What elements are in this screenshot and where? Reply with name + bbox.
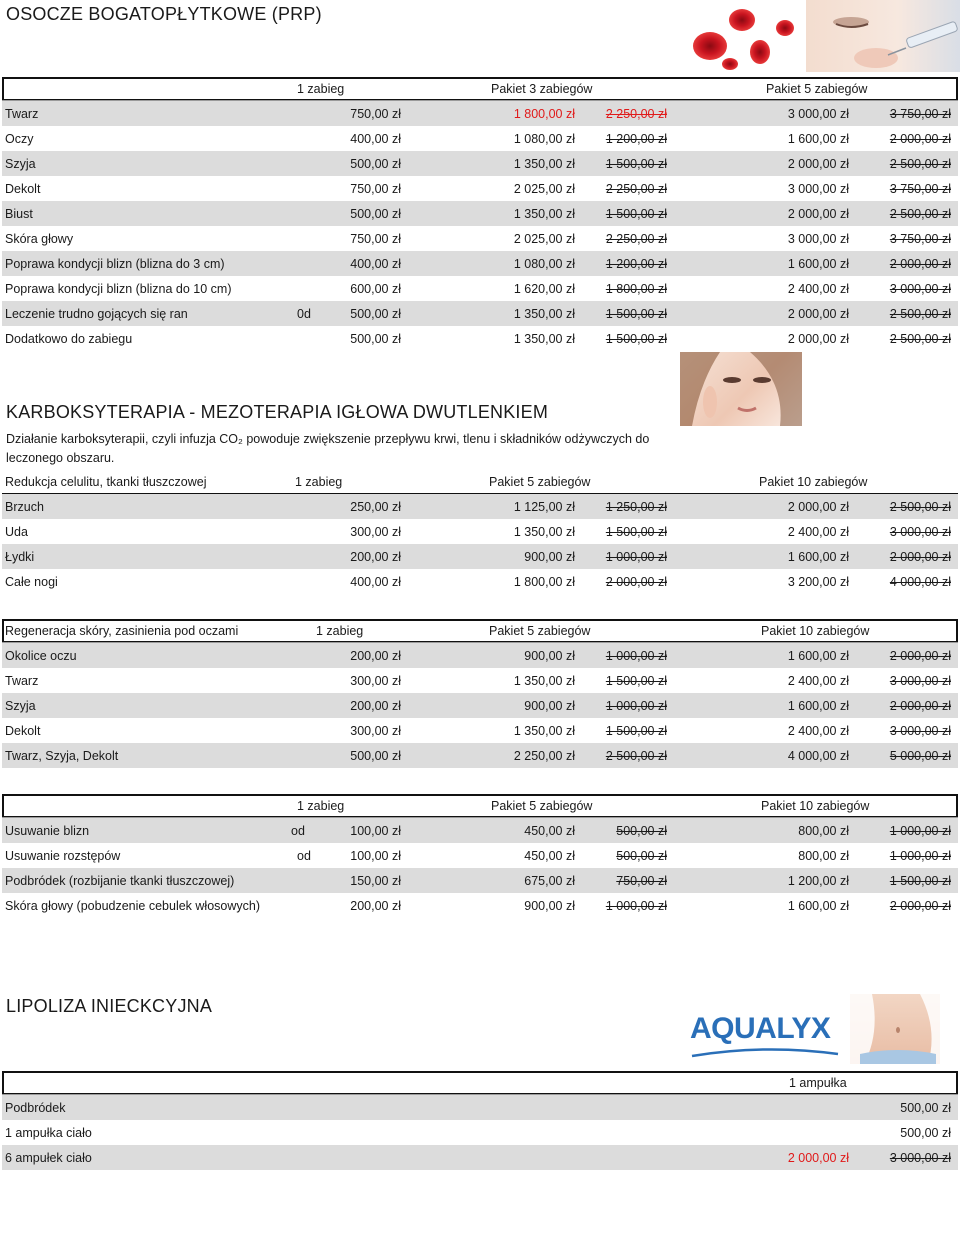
- table-row: [2, 276, 958, 301]
- regeneration-col-3: Pakiet 10 zabiegów: [761, 624, 870, 638]
- table-row: [2, 201, 958, 226]
- price-package: 1 800,00 zł: [513, 574, 575, 589]
- row-name: 1 ampułka ciało: [5, 1125, 92, 1140]
- lipo-title: LIPOLIZA INIECKCYJNA: [6, 996, 213, 1016]
- table-row: [2, 1120, 958, 1145]
- price-large-package: 3 000,00 zł: [787, 181, 849, 196]
- row-name: Skóra głowy (pobudzenie cebulek włosowych): [5, 898, 260, 913]
- price-large-package-old: 3 000,00 zł: [889, 1150, 951, 1165]
- prp-col-3: Pakiet 5 zabiegów: [766, 82, 868, 96]
- row-name: Dodatkowo do zabiegu: [5, 331, 133, 346]
- table-row: [2, 151, 958, 176]
- price-package: 1 800,00 zł: [513, 106, 575, 121]
- price-package-old: 1 500,00 zł: [605, 206, 667, 221]
- price-large-package-old: 2 000,00 zł: [889, 549, 951, 564]
- price-single: 750,00 zł: [350, 231, 401, 246]
- table-row: [2, 693, 958, 718]
- table-row: [2, 544, 958, 569]
- price-large-package: 2 400,00 zł: [787, 673, 849, 688]
- price-package-old: 1 500,00 zł: [605, 156, 667, 171]
- price-single: 200,00 zł: [350, 698, 401, 713]
- price-package: 1 125,00 zł: [513, 499, 575, 514]
- price-package-old: 1 000,00 zł: [605, 698, 667, 713]
- price-package-old: 1 500,00 zł: [605, 524, 667, 539]
- table-row: [2, 100, 958, 126]
- carboxy-title: KARBOKSYTERAPIA - MEZOTERAPIA IGŁOWA DWUTLENKIEM: [6, 402, 549, 422]
- price-single: 300,00 zł: [350, 723, 401, 738]
- cellulite-col-2: Pakiet 5 zabiegów: [489, 475, 591, 489]
- price-large-package-old: 2 500,00 zł: [889, 156, 951, 171]
- price-single: 300,00 zł: [350, 673, 401, 688]
- row-name: Poprawa kondycji blizn (blizna do 10 cm): [5, 281, 232, 296]
- woman-portrait-image: [680, 352, 802, 426]
- price-large-package-old: 2 500,00 zł: [889, 206, 951, 221]
- cellulite-col-3: Pakiet 10 zabiegów: [759, 475, 868, 489]
- price-single: 200,00 zł: [350, 549, 401, 564]
- price-single: 500,00 zł: [350, 306, 401, 321]
- price-package-old: 1 000,00 zł: [605, 648, 667, 663]
- price-large-package: 1 600,00 zł: [787, 698, 849, 713]
- price-large-package-old: 3 750,00 zł: [889, 181, 951, 196]
- row-name: Szyja: [5, 156, 36, 171]
- price-large-package: 1 600,00 zł: [787, 131, 849, 146]
- price-package: 900,00 zł: [524, 698, 575, 713]
- price-large-package: 1 600,00 zł: [787, 549, 849, 564]
- price-package: 900,00 zł: [524, 898, 575, 913]
- price-package: 675,00 zł: [524, 873, 575, 888]
- table-row: [2, 126, 958, 151]
- table-row: [2, 743, 958, 768]
- price-single: 750,00 zł: [350, 106, 401, 121]
- row-name: Podbródek (rozbijanie tkanki tłuszczowej): [5, 873, 235, 888]
- price-package-old: 1 500,00 zł: [605, 673, 667, 688]
- price-large-package: 2 000,00 zł: [787, 156, 849, 171]
- price-package-old: 1 500,00 zł: [605, 723, 667, 738]
- price-package-old: 2 250,00 zł: [605, 106, 667, 121]
- row-name: Podbródek: [5, 1100, 66, 1115]
- regeneration-col-1: 1 zabieg: [316, 624, 364, 638]
- price-large-package: 3 000,00 zł: [787, 231, 849, 246]
- logo-swoosh: [690, 1046, 840, 1062]
- price-package-old: 750,00 zł: [616, 873, 667, 888]
- table-row: [2, 868, 958, 893]
- table-row: [2, 251, 958, 276]
- price-package: 1 350,00 zł: [513, 156, 575, 171]
- price-large-package-old: 1 000,00 zł: [889, 848, 951, 863]
- row-name: Brzuch: [5, 499, 44, 514]
- carboxy-description: Działanie karboksyterapii, czyli infuzja CO₂ powoduje zwiększenie przepływu krwi, tlenu i składników odżywczych do leczonego obszaru.: [6, 432, 650, 465]
- price-package: 900,00 zł: [524, 549, 575, 564]
- price-large-package-old: 2 000,00 zł: [889, 648, 951, 663]
- price-single: 400,00 zł: [350, 574, 401, 589]
- regeneration-col-0: Regeneracja skóry, zasinienia pod oczami: [5, 624, 239, 638]
- price-large-package: 2 000,00 zł: [787, 206, 849, 221]
- scars-table-header: [2, 794, 958, 817]
- price-large-package: 3 000,00 zł: [787, 106, 849, 121]
- table-row: [2, 843, 958, 868]
- carboxy-cellulite-table: [2, 471, 958, 594]
- price-package: 1 350,00 zł: [513, 723, 575, 738]
- price-package: 2 025,00 zł: [513, 181, 575, 196]
- price-large-package: 1 200,00 zł: [787, 873, 849, 888]
- prp-table: [2, 77, 958, 351]
- price-single: 500,00 zł: [350, 331, 401, 346]
- price-large-package-old: 2 000,00 zł: [889, 256, 951, 271]
- price-package-old: 1 200,00 zł: [605, 131, 667, 146]
- price-large-package: 2 400,00 zł: [787, 281, 849, 296]
- scars-col-3: Pakiet 10 zabiegów: [761, 799, 870, 813]
- price-package-old: 2 250,00 zł: [605, 181, 667, 196]
- row-name: Okolice oczu: [5, 648, 77, 663]
- lipo-col-1: 1 ampułka: [789, 1076, 847, 1090]
- lipo-table-header: [2, 1071, 958, 1094]
- row-name: 6 ampułek ciało: [5, 1150, 92, 1165]
- price-single: 100,00 zł: [350, 823, 401, 838]
- row-name: Uda: [5, 524, 28, 539]
- price-large-package-old: 1 000,00 zł: [889, 823, 951, 838]
- price-large-package-old: 2 500,00 zł: [889, 331, 951, 346]
- price-large-package: 1 600,00 zł: [787, 256, 849, 271]
- table-row: [2, 226, 958, 251]
- table-row: [2, 817, 958, 843]
- price-large-package: 2 000,00 zł: [787, 306, 849, 321]
- price-large-package-old: 2 500,00 zł: [889, 306, 951, 321]
- price-single: 300,00 zł: [350, 524, 401, 539]
- price-single: 150,00 zł: [350, 873, 401, 888]
- price-package: 1 080,00 zł: [513, 256, 575, 271]
- price-package-old: 1 500,00 zł: [605, 306, 667, 321]
- price-large-package: 2 000,00 zł: [787, 331, 849, 346]
- price-large-package: 1 600,00 zł: [787, 898, 849, 913]
- price-large-package: 2 400,00 zł: [787, 524, 849, 539]
- price-package-old: 1 200,00 zł: [605, 256, 667, 271]
- table-row: [2, 1094, 958, 1120]
- from-label: od: [291, 823, 305, 838]
- price-single: 500,00 zł: [350, 748, 401, 763]
- price-large-package: 2 400,00 zł: [787, 723, 849, 738]
- carboxy-scars-table: [2, 794, 958, 918]
- price-package: 1 350,00 zł: [513, 206, 575, 221]
- price-single: 250,00 zł: [350, 499, 401, 514]
- price-large-package: 2 000,00 zł: [787, 499, 849, 514]
- row-name: Usuwanie blizn: [5, 823, 90, 838]
- regeneration-table-header: [2, 619, 958, 642]
- row-name: Poprawa kondycji blizn (blizna do 3 cm): [5, 256, 225, 271]
- price-package: 1 080,00 zł: [513, 131, 575, 146]
- price-package: 450,00 zł: [524, 848, 575, 863]
- price-large-package-old: 3 000,00 zł: [889, 524, 951, 539]
- price-package: 1 350,00 zł: [513, 331, 575, 346]
- price-large-package-old: 2 000,00 zł: [889, 131, 951, 146]
- row-name: Całe nogi: [5, 574, 58, 589]
- price-package-old: 2 000,00 zł: [605, 574, 667, 589]
- table-row: [2, 569, 958, 594]
- cellulite-table-header: [2, 471, 958, 494]
- prp-col-1: 1 zabieg: [297, 82, 345, 96]
- price-large-package-old: 2 500,00 zł: [889, 499, 951, 514]
- price-large-package-old: 500,00 zł: [900, 1100, 951, 1115]
- price-large-package-old: 500,00 zł: [900, 1125, 951, 1140]
- row-name: Szyja: [5, 698, 36, 713]
- carboxy-regeneration-table: [2, 619, 958, 768]
- belly-image: [850, 994, 940, 1064]
- table-row: [2, 718, 958, 743]
- price-package: 450,00 zł: [524, 823, 575, 838]
- price-large-package: 1 600,00 zł: [787, 648, 849, 663]
- row-name: Skóra głowy: [5, 231, 74, 246]
- price-package: 1 350,00 zł: [513, 673, 575, 688]
- cellulite-col-1: 1 zabieg: [295, 475, 343, 489]
- price-single: 750,00 zł: [350, 181, 401, 196]
- price-package-old: 2 500,00 zł: [605, 748, 667, 763]
- table-row: [2, 176, 958, 201]
- table-row: [2, 668, 958, 693]
- row-name: Twarz: [5, 673, 39, 688]
- row-name: Twarz, Szyja, Dekolt: [5, 748, 119, 763]
- price-large-package-old: 2 000,00 zł: [889, 898, 951, 913]
- prp-col-2: Pakiet 3 zabiegów: [491, 82, 593, 96]
- table-row: [2, 301, 958, 326]
- price-large-package-old: 5 000,00 zł: [889, 748, 951, 763]
- prp-title: OSOCZE BOGATOPŁYTKOWE (PRP): [6, 4, 322, 24]
- price-single: 500,00 zł: [350, 156, 401, 171]
- price-large-package: 3 200,00 zł: [787, 574, 849, 589]
- price-package: 1 350,00 zł: [513, 306, 575, 321]
- row-name: Dekolt: [5, 181, 41, 196]
- table-row: [2, 1145, 958, 1170]
- table-row: [2, 494, 958, 519]
- row-name: Oczy: [5, 131, 34, 146]
- price-single: 200,00 zł: [350, 648, 401, 663]
- price-large-package-old: 3 750,00 zł: [889, 106, 951, 121]
- cellulite-col-0: Redukcja celulitu, tkanki tłuszczowej: [5, 475, 207, 489]
- lipo-table: [2, 1071, 958, 1170]
- face-injection-image: [806, 0, 960, 72]
- table-row: [2, 326, 958, 351]
- price-single: 400,00 zł: [350, 131, 401, 146]
- price-large-package-old: 3 000,00 zł: [889, 723, 951, 738]
- row-name: Twarz: [5, 106, 39, 121]
- price-large-package: 2 000,00 zł: [787, 1150, 849, 1165]
- price-package: 1 350,00 zł: [513, 524, 575, 539]
- price-package: 2 250,00 zł: [513, 748, 575, 763]
- price-large-package-old: 3 750,00 zł: [889, 231, 951, 246]
- price-package: 1 620,00 zł: [513, 281, 575, 296]
- row-name: Dekolt: [5, 723, 41, 738]
- scars-col-1: 1 zabieg: [297, 799, 345, 813]
- row-name: Usuwanie rozstępów: [5, 848, 121, 863]
- price-single: 500,00 zł: [350, 206, 401, 221]
- price-package-old: 500,00 zł: [616, 823, 667, 838]
- price-large-package-old: 3 000,00 zł: [889, 281, 951, 296]
- price-large-package-old: 2 000,00 zł: [889, 698, 951, 713]
- price-package-old: 1 500,00 zł: [605, 331, 667, 346]
- price-large-package-old: 1 500,00 zł: [889, 873, 951, 888]
- price-large-package-old: 4 000,00 zł: [889, 574, 951, 589]
- blood-cells-image: [690, 0, 810, 72]
- price-single: 100,00 zł: [350, 848, 401, 863]
- price-large-package: 800,00 zł: [798, 823, 849, 838]
- price-package-old: 500,00 zł: [616, 848, 667, 863]
- price-single: 600,00 zł: [350, 281, 401, 296]
- row-name: Leczenie trudno gojących się ran: [5, 306, 188, 321]
- price-package: 2 025,00 zł: [513, 231, 575, 246]
- price-package-old: 1 250,00 zł: [605, 499, 667, 514]
- price-package-old: 2 250,00 zł: [605, 231, 667, 246]
- table-row: [2, 519, 958, 544]
- from-label: 0d: [297, 306, 311, 321]
- price-large-package-old: 3 000,00 zł: [889, 673, 951, 688]
- prp-table-header: [2, 77, 958, 100]
- regeneration-col-2: Pakiet 5 zabiegów: [489, 624, 591, 638]
- row-name: Biust: [5, 206, 33, 221]
- table-row: [2, 642, 958, 668]
- table-row: [2, 893, 958, 918]
- price-single: 200,00 zł: [350, 898, 401, 913]
- price-large-package: 4 000,00 zł: [787, 748, 849, 763]
- price-package-old: 1 000,00 zł: [605, 898, 667, 913]
- from-label: od: [297, 848, 311, 863]
- price-package-old: 1 800,00 zł: [605, 281, 667, 296]
- aqualyx-logo: AQUALYX: [690, 1012, 831, 1045]
- scars-col-2: Pakiet 5 zabiegów: [491, 799, 593, 813]
- price-large-package: 800,00 zł: [798, 848, 849, 863]
- price-single: 400,00 zł: [350, 256, 401, 271]
- price-package-old: 1 000,00 zł: [605, 549, 667, 564]
- price-package: 900,00 zł: [524, 648, 575, 663]
- row-name: Łydki: [5, 549, 35, 564]
